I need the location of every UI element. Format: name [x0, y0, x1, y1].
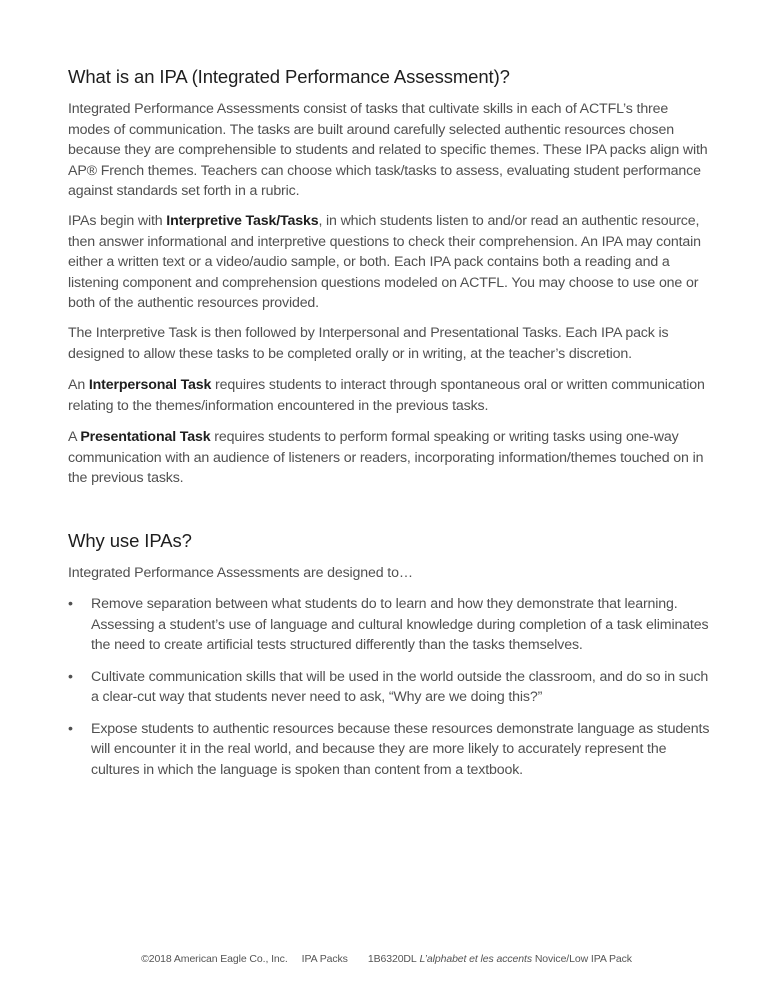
- term-interpersonal-task: Interpersonal Task: [88, 377, 212, 393]
- term-presentational-task: Presentational Task: [80, 429, 211, 445]
- footer-level: Novice/Low IPA Pack: [534, 953, 632, 965]
- text: A: [68, 429, 81, 445]
- bullet-icon: •: [68, 596, 73, 612]
- paragraph-task-sequence: The Interpretive Task is then followed by Interpersonal and Presentational Tasks. Each IPA pack is designed to allow these tasks to be completed orally or in writing, at the teacher’s discretion.: [68, 325, 669, 362]
- page-footer: [0, 953, 773, 965]
- section-heading-what-is-ipa: What is an IPA (Integrated Performance Assessment)?: [68, 66, 510, 87]
- section-heading-why-use-ipas: Why use IPAs?: [68, 530, 192, 551]
- footer-series: IPA Packs: [301, 953, 348, 965]
- text: An: [68, 377, 89, 393]
- list-item-text: Cultivate communication skills that will be used in the world outside the classroom, and do so in such a clear-cut way that students never need to ask, “Why are we doing this?”: [91, 668, 709, 705]
- paragraph-presentational-task: [68, 427, 713, 489]
- list-item-text: Expose students to authentic resources because these resources demonstrate language as students will encounter it in the real world, and because they are more likely to accurately represent the cultures in which the language is spoken than content from a textbook.: [91, 720, 710, 778]
- text: , in which students listen to and/or read an authentic resource, then answer informational and interpretive questions to check their comprehension. An IPA may contain either a written text or a video/audio sample, or both. Each IPA pack contains both a reading and a listening component and comprehension questions modeled on ACTFL. You may choose to use one or both of the authentic resources provided.: [68, 213, 701, 311]
- list-item-text: Remove separation between what students do to learn and how they demonstrate that learning. Assessing a student’s use of language and cultural knowledge during completion of a task eliminates the need to create artificial tests structured differently than the tasks themselves.: [91, 596, 709, 653]
- list-item: [68, 594, 713, 656]
- text: requires students to perform formal speaking or writing tasks using one-way communication with an audience of listeners or readers, incorporating information/themes touched on in the previous tasks.: [68, 429, 704, 486]
- paragraph-interpretive-task: [68, 211, 713, 314]
- paragraph-ipa-definition: Integrated Performance Assessments consist of tasks that cultivate skills in each of ACTFL’s three modes of communication. The tasks are built around carefully selected authentic resources chosen because they are comprehensible to students and related to specific themes. These IPA packs align with AP® French themes. Teachers can choose which task/tasks to assess, evaluating student performance against standards set forth in a rubric.: [68, 101, 708, 199]
- text: requires students to interact through spontaneous oral or written communication relating to the themes/information encountered in the previous tasks.: [68, 377, 705, 414]
- benefits-list: [68, 594, 713, 791]
- list-item: [68, 719, 713, 781]
- list-item: [68, 667, 713, 708]
- footer-product-title: L’alphabet et les accents: [419, 953, 532, 965]
- footer-product-code: 1B6320DL: [367, 953, 417, 965]
- bullet-icon: •: [68, 668, 73, 685]
- paragraph-interpersonal-task: [68, 375, 713, 416]
- term-interpretive-task: Interpretive Task/Tasks: [166, 213, 319, 229]
- text: IPAs begin with: [68, 213, 167, 229]
- bullet-icon: •: [68, 720, 73, 737]
- footer-copyright: ©2018 American Eagle Co., Inc.: [141, 953, 288, 965]
- paragraph-why-intro: Integrated Performance Assessments are designed to…: [68, 565, 413, 581]
